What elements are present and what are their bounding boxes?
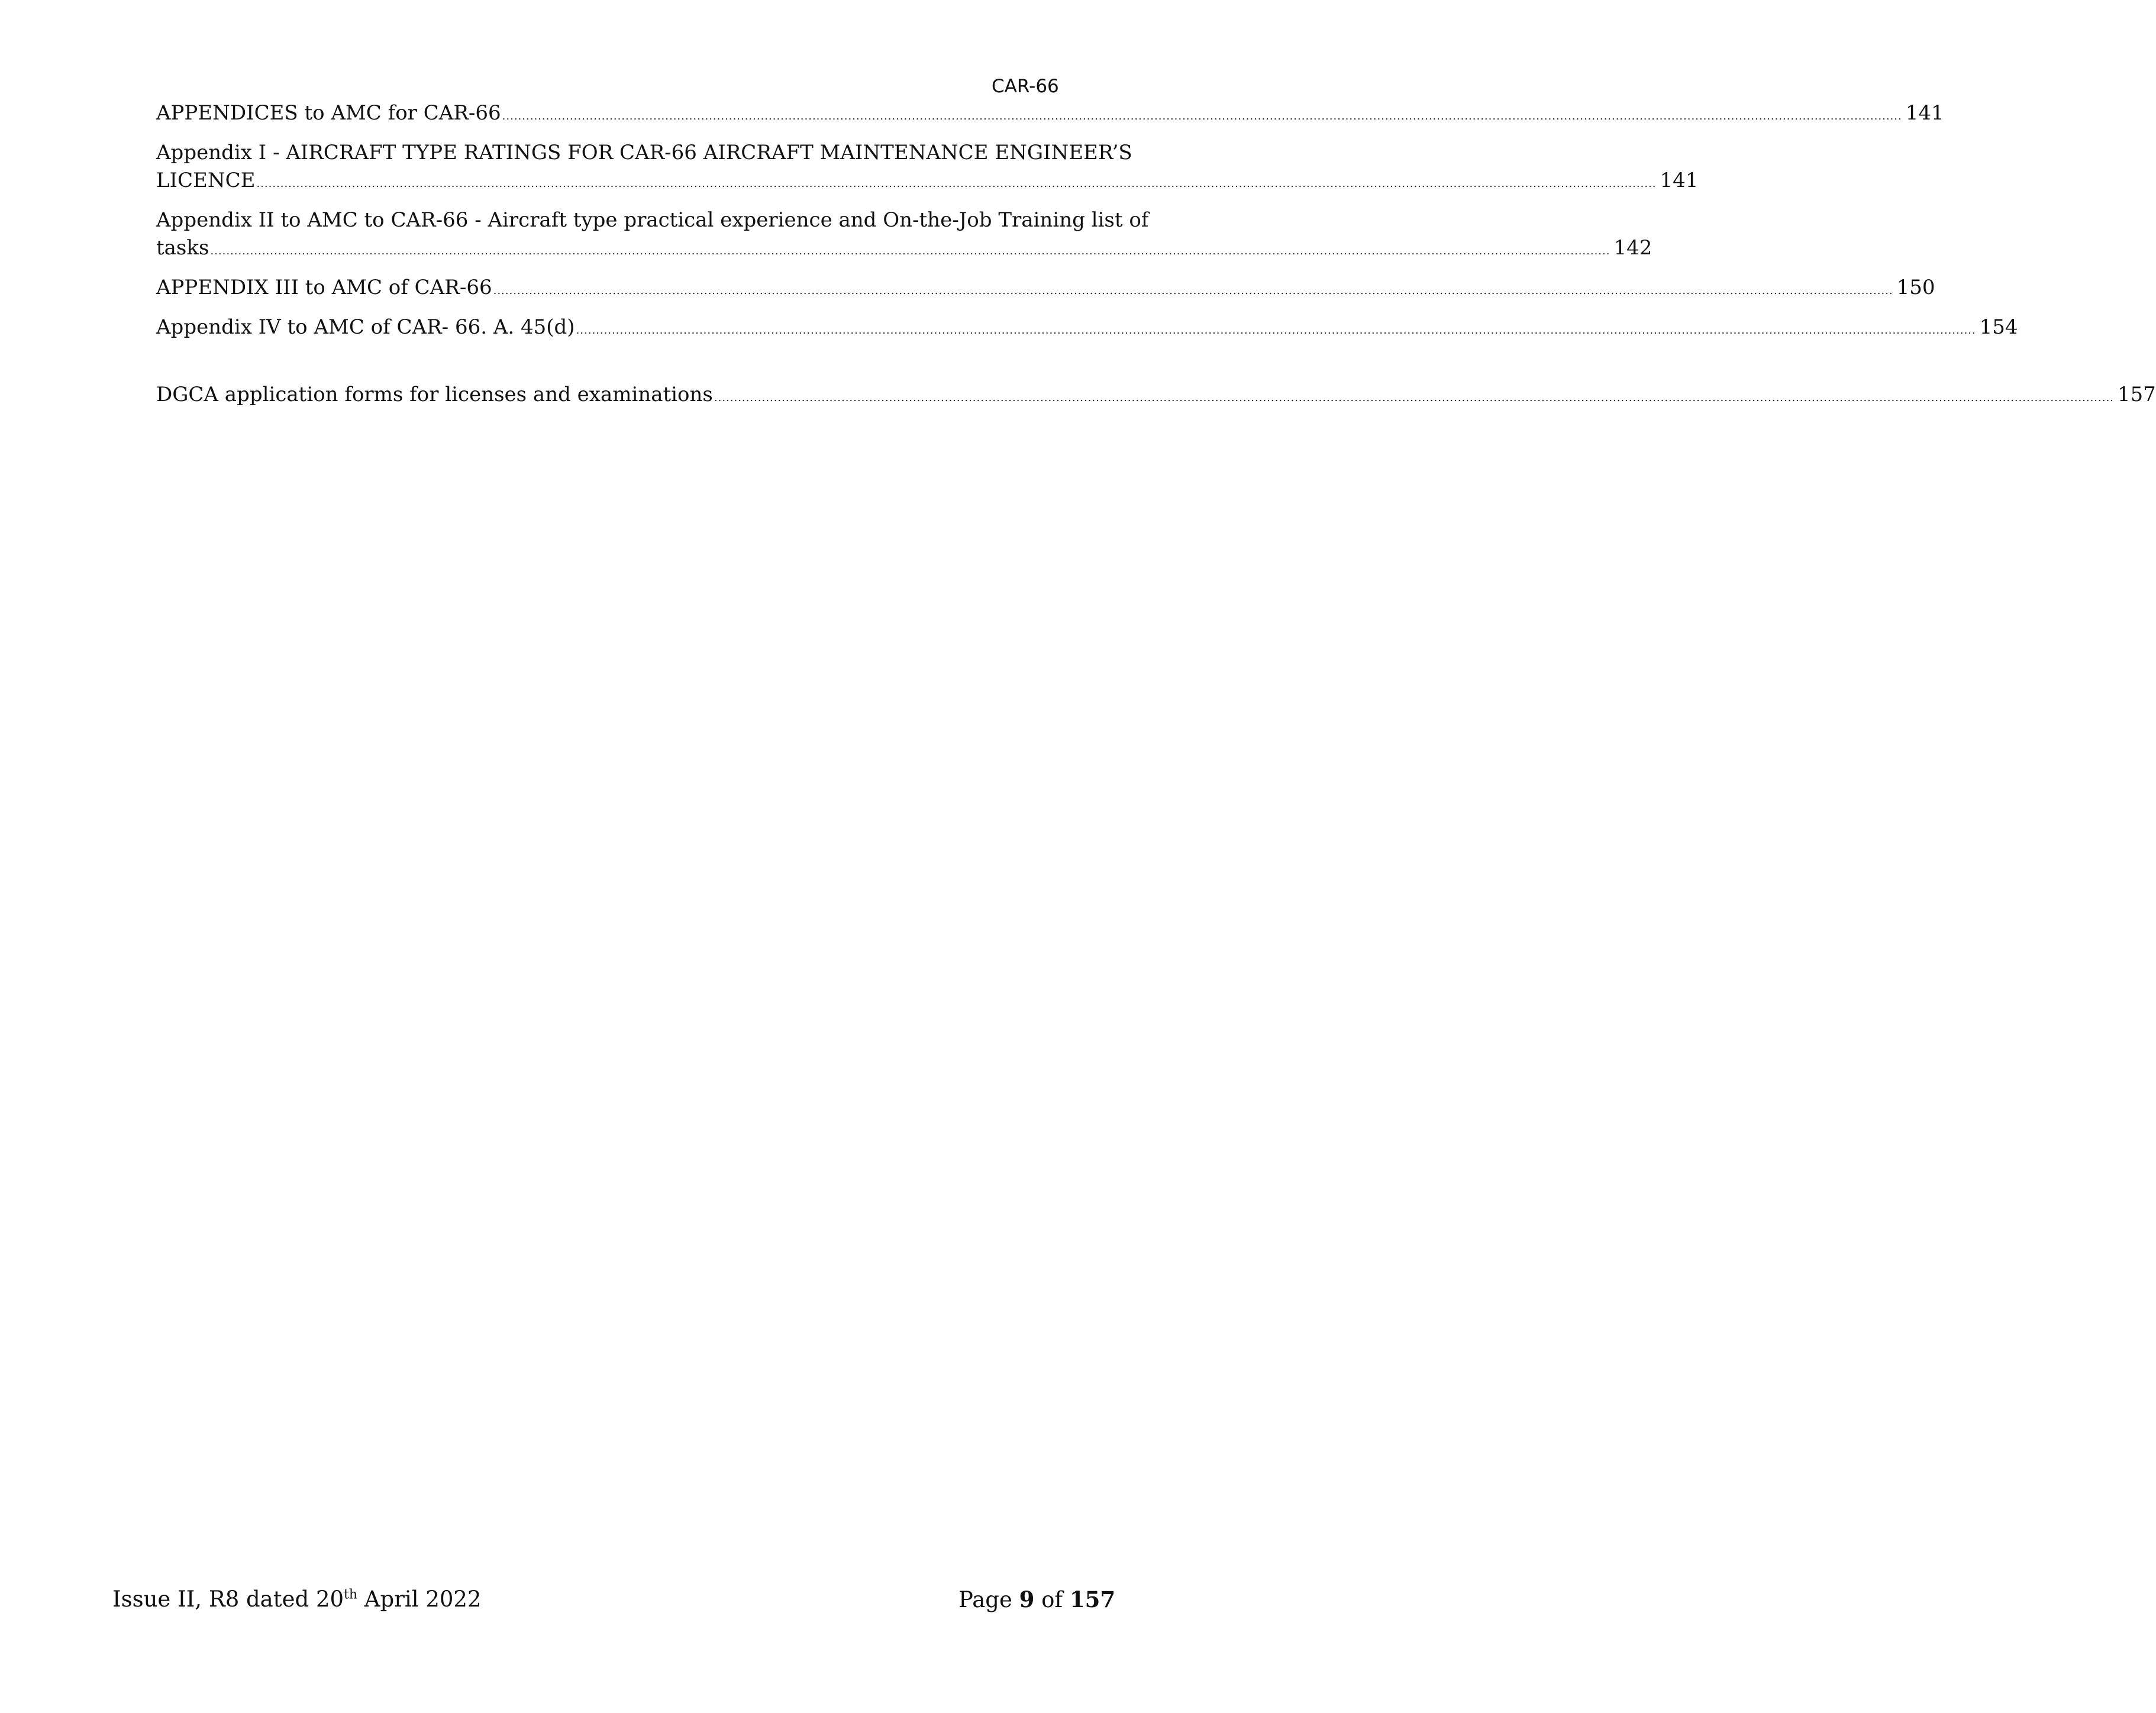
toc-entry-line [156, 381, 2156, 412]
toc-page-number: 154 [1979, 315, 2018, 339]
page-total: 157 [1069, 1586, 1116, 1612]
page-of: of [1034, 1587, 1070, 1612]
page-current: 9 [1019, 1586, 1035, 1612]
issue-prefix: Issue II, R8 dated 20 [112, 1586, 344, 1612]
toc-entry-appendix-iv[interactable] [156, 313, 2018, 344]
toc-entry-appendices-amc[interactable] [156, 99, 1944, 130]
toc-page-number: 142 [1613, 236, 1652, 260]
dot-leader: ................................................................................................................................................................................................................................................................................................................................................................ [493, 285, 1893, 297]
document-id: CAR-66 [992, 76, 1059, 97]
toc-entry-appendix-i[interactable] [156, 139, 1699, 198]
footer-page-number [958, 1585, 1115, 1614]
toc-page-number: 157 [2117, 383, 2156, 406]
toc-entry-line [156, 313, 2018, 344]
page-prefix: Page [958, 1587, 1019, 1612]
toc-page-number: 141 [1660, 169, 1699, 192]
toc-entry-appendix-ii[interactable] [156, 206, 1652, 265]
toc-page-number: 150 [1896, 276, 1935, 299]
dot-leader: ................................................................................................................................................................................................................................................................................................................................................................ [714, 392, 2114, 404]
toc-entry-appendix-iii[interactable] [156, 274, 1935, 305]
dot-leader: ................................................................................................................................................................................................................................................................................................................................................................ [576, 324, 1976, 337]
toc-entry-title: APPENDICES to AMC for CAR-66 [156, 101, 501, 125]
toc-entry-title: DGCA application forms for licenses and examinations [156, 383, 713, 406]
toc-entry-dgca-forms[interactable] [156, 381, 2156, 412]
dot-leader: ................................................................................................................................................................................................................................................................................................................................................................ [210, 245, 1610, 257]
toc-entry-title-line-1: Appendix II to AMC to CAR-66 - Aircraft type practical experience and On-the-Job Training list of [156, 208, 1149, 232]
footer-issue-info [112, 1585, 482, 1614]
toc-entry-line [156, 274, 1935, 305]
toc-entry-title: Appendix IV to AMC of CAR- 66. A. 45(d) [156, 315, 575, 339]
toc-entry-line [156, 167, 1699, 198]
issue-suffix: April 2022 [357, 1586, 482, 1612]
toc-entry-line [156, 234, 1652, 265]
toc-entry-title-line-2: LICENCE [156, 169, 256, 192]
issue-ordinal-suffix: th [344, 1587, 358, 1602]
toc-entry-title-line-2: tasks [156, 236, 209, 260]
table-of-contents [156, 99, 2156, 421]
toc-entry-line [156, 99, 1944, 130]
dot-leader: ................................................................................................................................................................................................................................................................................................................................................................ [256, 177, 1657, 190]
toc-page-number: 141 [1905, 101, 1944, 125]
dot-leader: ................................................................................................................................................................................................................................................................................................................................................................ [502, 110, 1902, 122]
toc-entry-title-line-1: Appendix I - AIRCRAFT TYPE RATINGS FOR CAR-66 AIRCRAFT MAINTENANCE ENGINEER’S [156, 141, 1132, 164]
toc-entry-title: APPENDIX III to AMC of CAR-66 [156, 276, 492, 299]
